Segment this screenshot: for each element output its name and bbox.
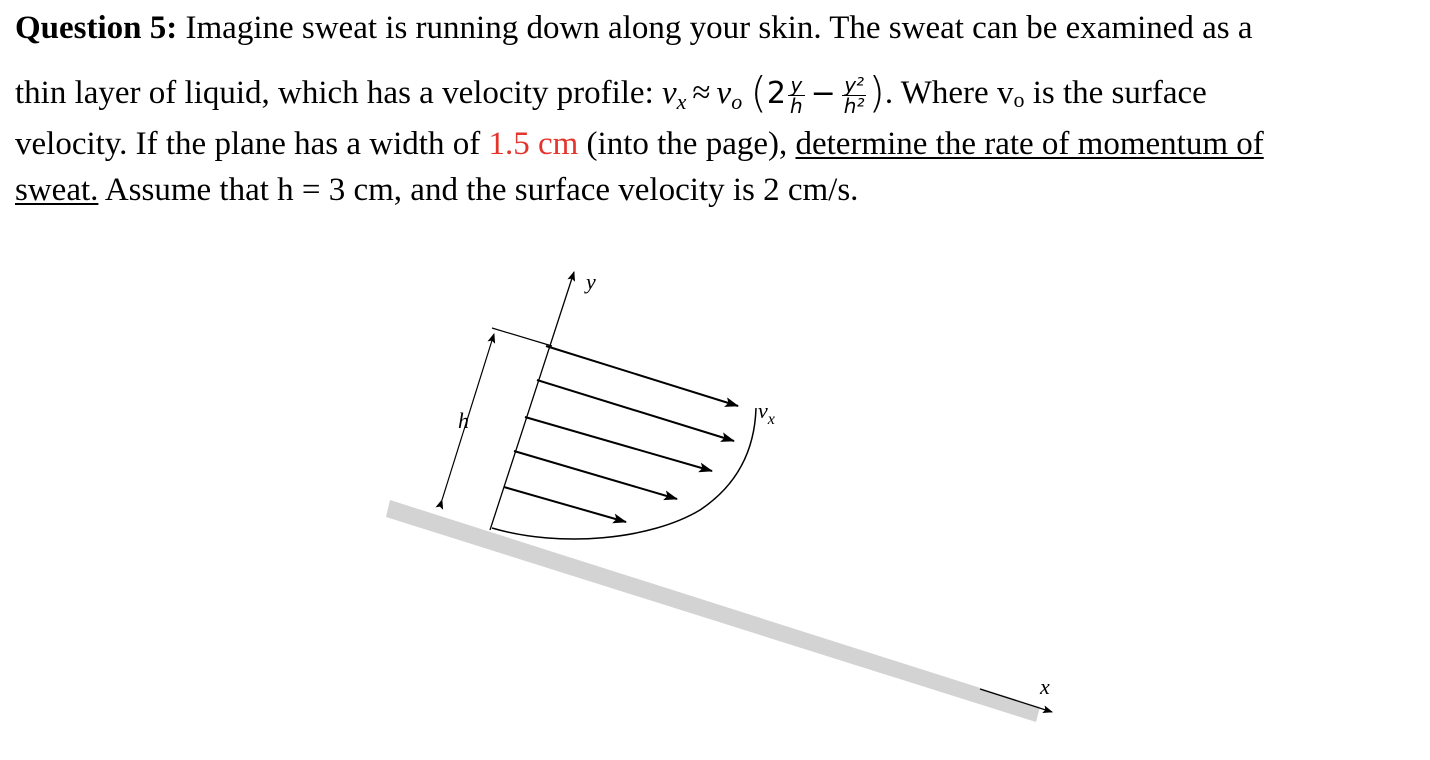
velocity-arrow-5	[504, 487, 626, 522]
line2-suffix-b: is the surface	[1024, 75, 1207, 111]
y-axis-label: y	[586, 269, 596, 294]
vx-label-sub: x	[767, 411, 775, 428]
question-label: Question 5:	[15, 10, 178, 46]
eq-left-paren: (	[750, 68, 767, 117]
line3-mid: (into the page),	[578, 126, 796, 162]
eq-frac1-num: y	[788, 75, 805, 96]
eq-vo-sub: o	[731, 89, 743, 114]
velocity-arrow-1	[546, 346, 738, 406]
free-surface-line	[492, 328, 552, 346]
x-axis-label: x	[1040, 674, 1050, 699]
eq-minus: −	[810, 76, 836, 111]
eq-vo: v	[716, 75, 732, 111]
eq-frac2-num: y²	[842, 75, 867, 96]
vx-label	[758, 398, 775, 428]
line3-prefix: velocity. If the plane has a width of	[15, 126, 489, 162]
task-underlined-part1: determine the rate of momentum of	[795, 126, 1264, 162]
line4-rest: Assume that h = 3 cm, and the surface velocity is 2 cm/s.	[98, 172, 859, 208]
task-underlined-part2: sweat.	[15, 172, 99, 208]
eq-approx: ≈	[692, 75, 711, 111]
eq-frac1-den: h	[789, 94, 803, 118]
line2-prefix: thin layer of liquid, which has a velocity profile:	[15, 75, 662, 111]
line2-suffix-sub: o	[1013, 87, 1025, 112]
width-value: 1.5 cm	[488, 126, 579, 162]
velocity-arrow-4	[514, 451, 677, 499]
y-axis-line	[490, 272, 574, 530]
eq-vx: v	[662, 75, 677, 111]
question-intro: Imagine sweat is running down along your skin. The sweat can be examined as a	[177, 10, 1253, 46]
velocity-arrow-2	[537, 380, 734, 441]
eq-right-paren: )	[868, 68, 885, 117]
vx-label-main: v	[758, 398, 768, 423]
eq-frac2-den: h²	[843, 94, 865, 118]
line2-suffix-a: . Where v	[884, 75, 1014, 111]
eq-two: 2	[766, 76, 786, 111]
h-label: h	[458, 408, 469, 433]
inclined-plane	[386, 500, 1040, 722]
eq-vx-sub: x	[676, 89, 687, 114]
velocity-profile-curve	[492, 408, 756, 539]
